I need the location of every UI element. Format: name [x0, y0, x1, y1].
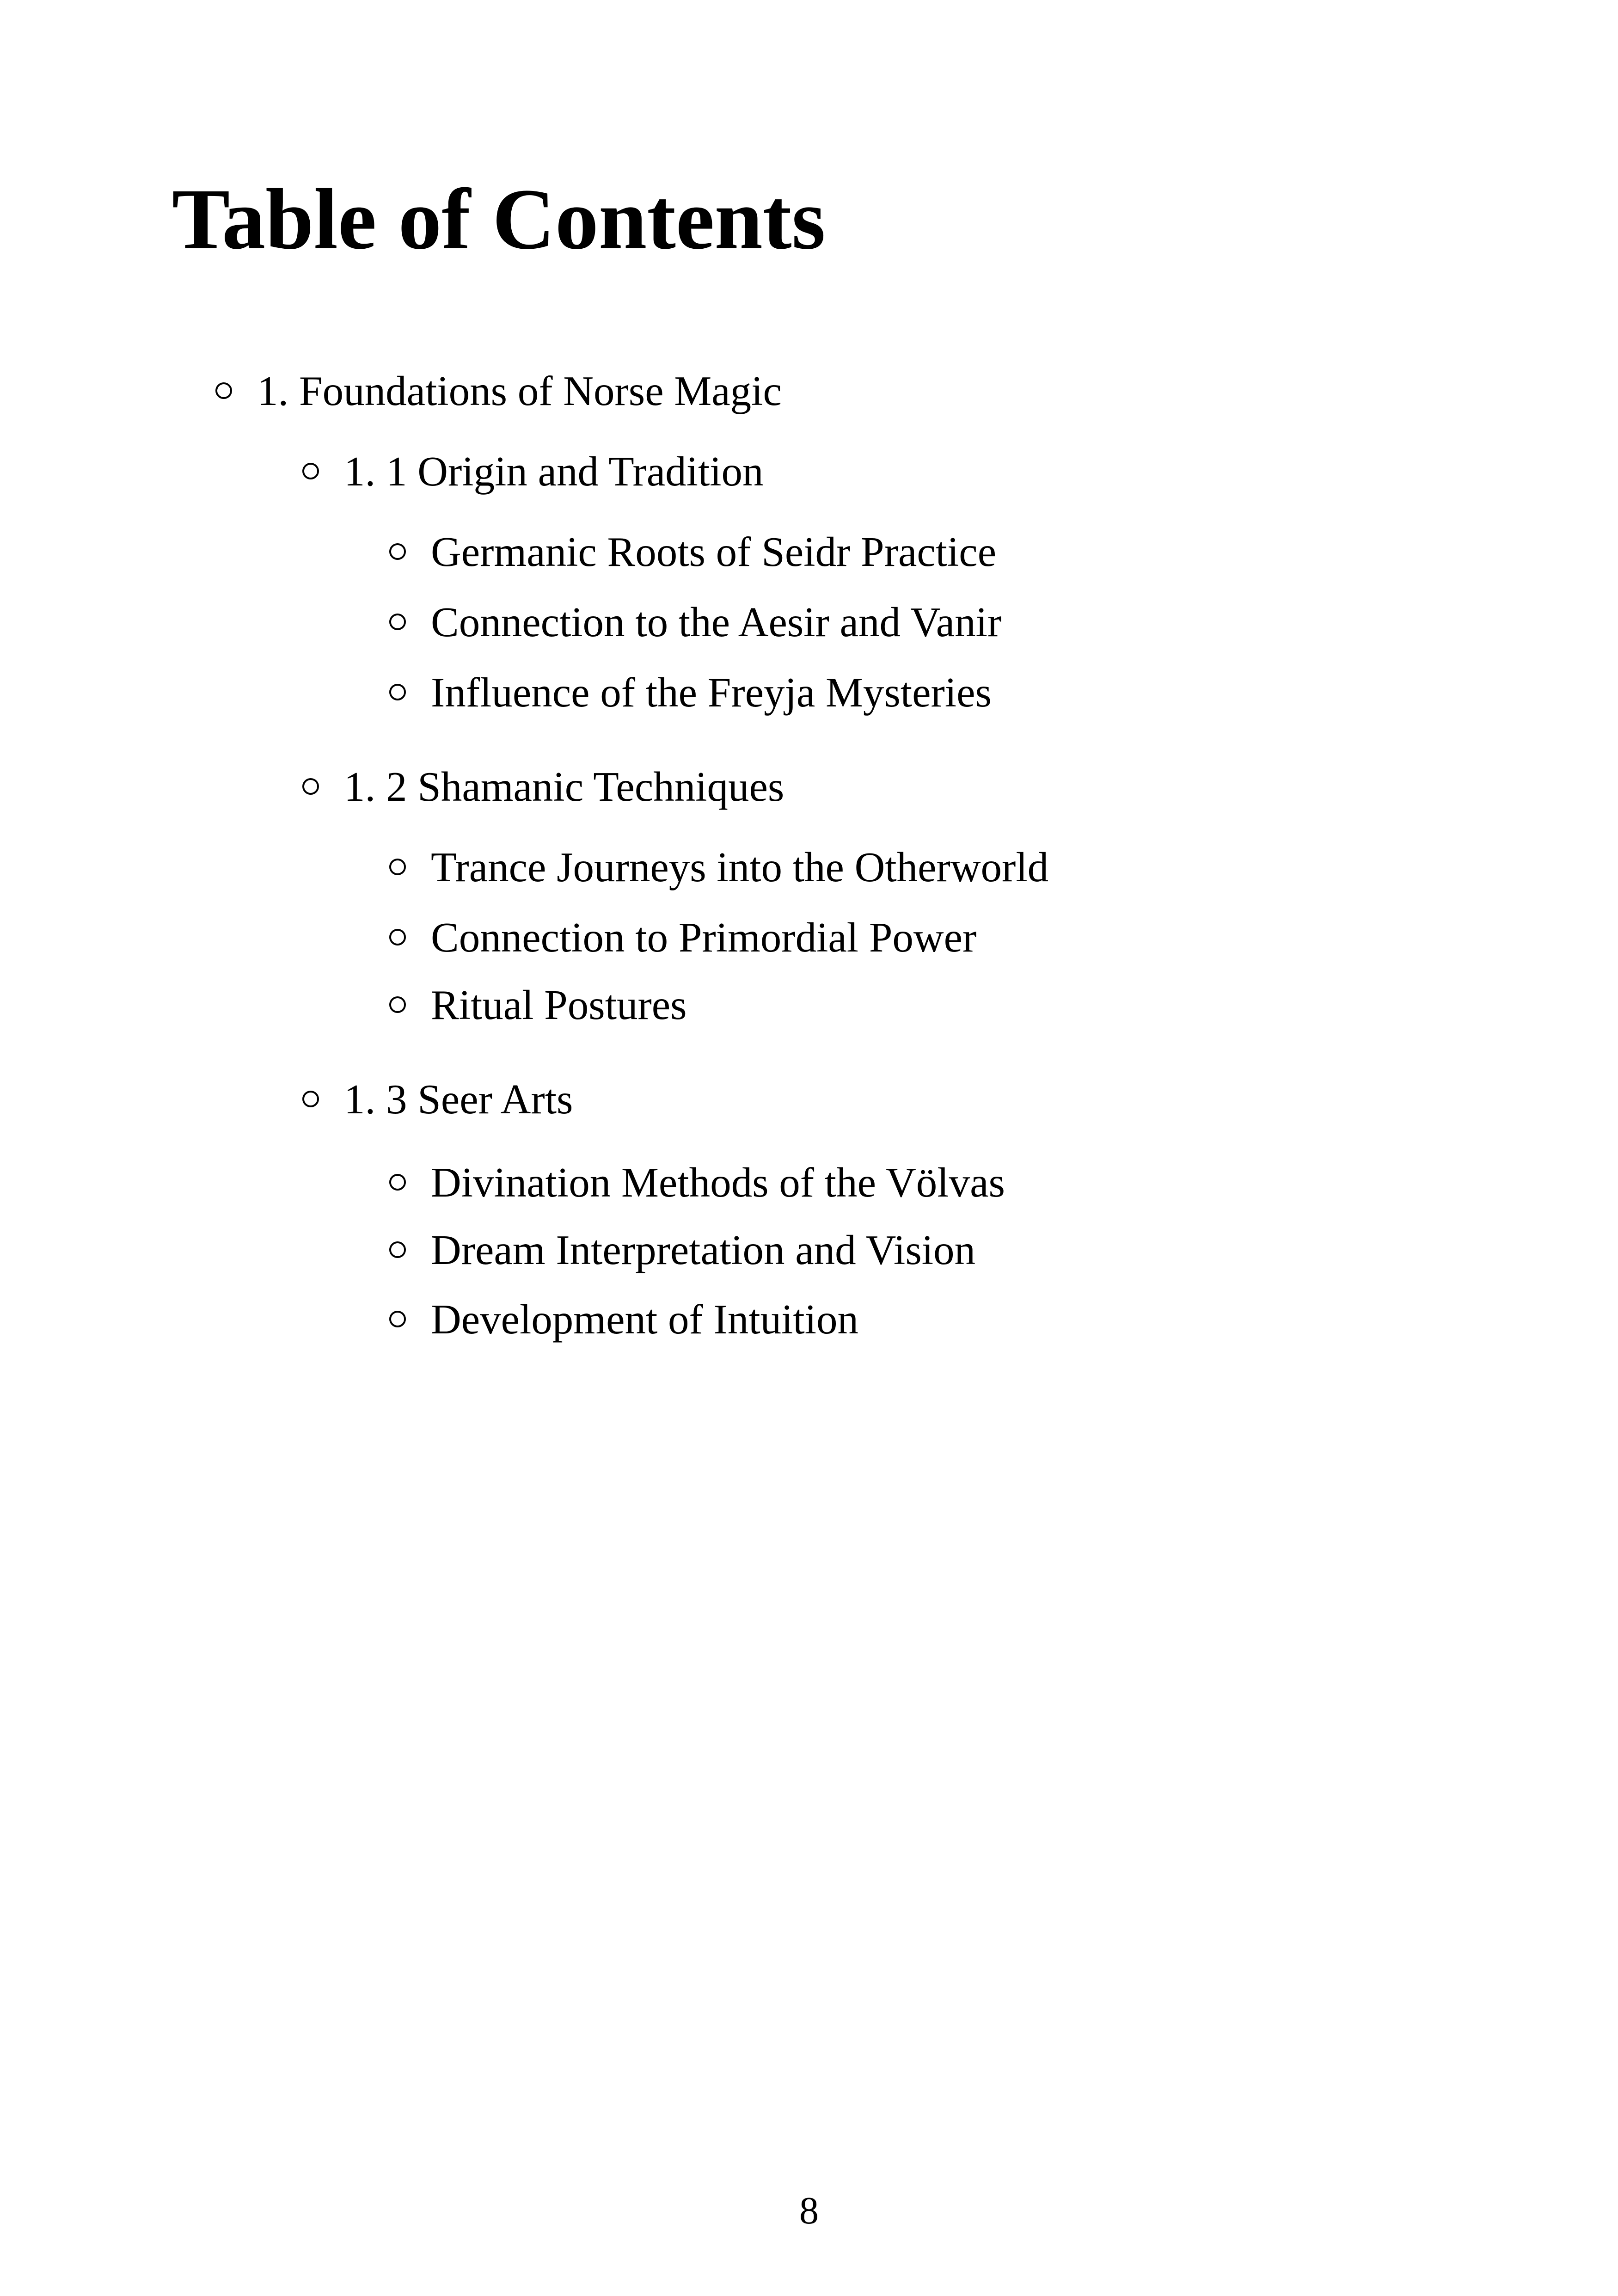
hollow-circle-bullet-icon: [389, 614, 406, 630]
toc-item-label: Connection to Primordial Power: [431, 914, 977, 961]
page-number: 8: [799, 2189, 819, 2232]
toc-section-1-3[interactable]: [302, 1076, 573, 1123]
hollow-circle-bullet-icon: [302, 1091, 319, 1107]
toc-item-label: Dream Interpretation and Vision: [431, 1227, 976, 1273]
toc-item[interactable]: [389, 846, 1048, 888]
toc-item-label: Trance Journeys into the Otherworld: [431, 844, 1049, 890]
toc-chapter-label: 1. Foundations of Norse Magic: [257, 368, 782, 414]
hollow-circle-bullet-icon: [389, 684, 406, 700]
toc-section-1-1[interactable]: [302, 448, 764, 495]
toc-section-label: 1. 2 Shamanic Techniques: [344, 763, 784, 810]
toc-item-label: Connection to the Aesir and Vanir: [431, 599, 1002, 645]
toc-item[interactable]: [389, 1229, 975, 1271]
hollow-circle-bullet-icon: [302, 778, 319, 795]
toc-section-label: 1. 3 Seer Arts: [344, 1076, 573, 1123]
toc-item[interactable]: [389, 914, 977, 961]
hollow-circle-bullet-icon: [215, 382, 232, 399]
hollow-circle-bullet-icon: [302, 463, 319, 479]
toc-item[interactable]: [389, 601, 1001, 643]
toc-item[interactable]: [389, 1159, 1005, 1206]
hollow-circle-bullet-icon: [389, 859, 406, 875]
toc-section-label: 1. 1 Origin and Tradition: [344, 448, 764, 495]
toc-chapter-1[interactable]: [215, 370, 782, 412]
hollow-circle-bullet-icon: [389, 1311, 406, 1327]
hollow-circle-bullet-icon: [389, 543, 406, 560]
hollow-circle-bullet-icon: [389, 996, 406, 1013]
toc-section-1-2[interactable]: [302, 763, 784, 810]
toc-item-label: Germanic Roots of Seidr Practice: [431, 528, 997, 575]
toc-item-label: Divination Methods of the Völvas: [431, 1159, 1005, 1206]
toc-item[interactable]: [389, 984, 687, 1026]
toc-item-label: Influence of the Freyja Mysteries: [431, 669, 992, 716]
toc-item-label: Development of Intuition: [431, 1296, 858, 1343]
hollow-circle-bullet-icon: [389, 1174, 406, 1191]
toc-item-label: Ritual Postures: [431, 982, 687, 1028]
toc-item[interactable]: [389, 1296, 858, 1343]
hollow-circle-bullet-icon: [389, 1241, 406, 1258]
toc-item[interactable]: [389, 669, 992, 716]
hollow-circle-bullet-icon: [389, 929, 406, 945]
page-title: Table of Contents: [172, 171, 826, 267]
toc-item[interactable]: [389, 528, 997, 575]
